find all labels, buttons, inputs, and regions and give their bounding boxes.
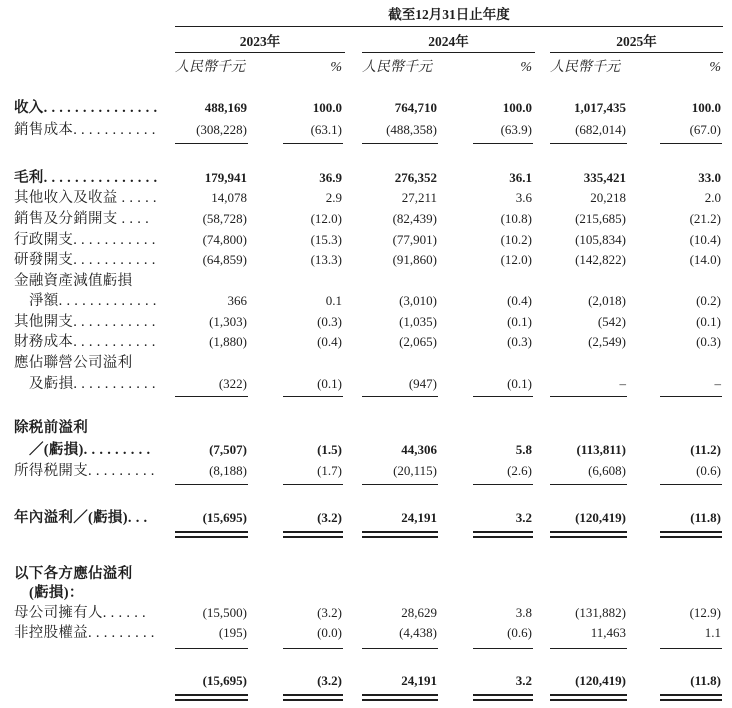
double-underline xyxy=(660,699,722,701)
column-underline xyxy=(175,484,248,485)
double-underline xyxy=(362,531,438,533)
amount-2025: – xyxy=(619,376,626,391)
percent-2025: 1.1 xyxy=(704,625,721,640)
amount-2025: (120,419) xyxy=(575,510,626,525)
double-underline xyxy=(550,531,627,533)
double-underline xyxy=(175,694,248,696)
percent-2023: (0.1) xyxy=(317,376,342,391)
percent-2024: (2.6) xyxy=(507,463,532,478)
amount-2024: 44,306 xyxy=(401,442,437,457)
amount-2023: (308,228) xyxy=(196,122,247,137)
percent-2025: (21.2) xyxy=(689,211,721,226)
percent-2023: (0.4) xyxy=(317,334,342,349)
amount-2025: (2,018) xyxy=(588,293,626,308)
rd-expenses-row xyxy=(0,250,732,270)
double-underline xyxy=(175,536,248,538)
percent-2023: (1.5) xyxy=(317,442,342,457)
percent-2023: (3.2) xyxy=(317,673,342,688)
amount-2023: 488,169 xyxy=(204,100,247,115)
percent-2024: (10.2) xyxy=(500,232,532,247)
percent-2024: 36.1 xyxy=(509,170,532,185)
double-underline xyxy=(660,694,722,696)
amount-2023: 14,078 xyxy=(211,190,247,205)
unit-label-2024: 人民幣千元 xyxy=(362,60,432,75)
column-underline xyxy=(362,648,438,649)
row-label: 以下各方應佔溢利 xyxy=(14,566,133,582)
percent-2023: (15.3) xyxy=(310,232,342,247)
double-underline xyxy=(660,536,722,538)
double-underline xyxy=(550,699,627,701)
double-underline xyxy=(362,699,438,701)
amount-2023: (1,303) xyxy=(209,314,247,329)
column-underline xyxy=(175,648,248,649)
percent-2025: (11.2) xyxy=(690,442,721,457)
row-label: 年內溢利／(虧損). . . xyxy=(14,510,148,526)
amount-2025: (682,014) xyxy=(575,122,626,137)
percent-2023: (12.0) xyxy=(310,211,342,226)
percent-2025: (0.1) xyxy=(696,314,721,329)
double-underline xyxy=(362,694,438,696)
pretax-label-row xyxy=(0,418,732,438)
column-underline xyxy=(362,143,438,144)
amount-2024: 28,629 xyxy=(401,605,437,620)
revenue-row xyxy=(0,98,732,118)
percent-2023: 2.9 xyxy=(325,190,342,205)
selling-distribution-row xyxy=(0,209,732,229)
amount-2024: 276,352 xyxy=(394,170,437,185)
column-underline xyxy=(473,484,533,485)
attributable-label-row xyxy=(0,564,732,584)
percent-2023: (13.3) xyxy=(310,252,342,267)
row-label: 其他收入及收益 . . . . . xyxy=(14,190,157,206)
column-underline xyxy=(660,143,722,144)
percent-2024: (0.3) xyxy=(507,334,532,349)
amount-2025: (131,882) xyxy=(575,605,626,620)
column-underline xyxy=(473,396,533,397)
year-header-2025: 2025年 xyxy=(616,34,657,49)
percent-2023: (3.2) xyxy=(317,510,342,525)
percent-2024: 3.2 xyxy=(515,510,532,525)
percent-2025: (0.6) xyxy=(696,463,721,478)
double-underline xyxy=(473,536,533,538)
percent-2023: (63.1) xyxy=(310,122,342,137)
percent-2025: (10.4) xyxy=(689,232,721,247)
amount-2025: 11,463 xyxy=(590,625,626,640)
percent-2023: (0.3) xyxy=(317,314,342,329)
percent-label-2025: % xyxy=(709,60,721,75)
percent-2024: (0.4) xyxy=(507,293,532,308)
column-underline xyxy=(550,648,627,649)
other-expenses-row xyxy=(0,312,732,332)
amount-2023: (15,695) xyxy=(202,510,247,525)
double-underline xyxy=(473,699,533,701)
amount-2025: (105,834) xyxy=(575,232,626,247)
double-underline xyxy=(283,694,343,696)
percent-2025: (0.3) xyxy=(696,334,721,349)
column-underline xyxy=(362,396,438,397)
amount-2023: (7,507) xyxy=(209,442,247,457)
percent-2025: 33.0 xyxy=(698,170,721,185)
percent-2024: 3.8 xyxy=(515,605,532,620)
double-underline xyxy=(550,536,627,538)
amount-2025: (6,608) xyxy=(588,463,626,478)
associates-label-row xyxy=(0,353,732,373)
amount-2023: (58,728) xyxy=(202,211,247,226)
non-controlling-row xyxy=(0,623,732,643)
row-label: 母公司擁有人. . . . . . xyxy=(14,605,146,621)
double-underline xyxy=(283,531,343,533)
row-label: 應佔聯營公司溢利 xyxy=(14,355,133,371)
amount-2025: 1,017,435 xyxy=(574,100,626,115)
amount-2025: (113,811) xyxy=(576,442,626,457)
amount-2024: (3,010) xyxy=(399,293,437,308)
amount-2025: (120,419) xyxy=(575,673,626,688)
finance-costs-row xyxy=(0,332,732,352)
percent-2025: 100.0 xyxy=(691,100,721,115)
double-underline xyxy=(660,531,722,533)
amount-2024: 24,191 xyxy=(401,510,437,525)
income-tax-row xyxy=(0,461,732,481)
column-underline xyxy=(660,396,722,397)
column-underline xyxy=(175,143,248,144)
row-label: 其他開支. . . . . . . . . . . xyxy=(14,314,156,330)
year-header-2024: 2024年 xyxy=(428,34,469,49)
column-underline xyxy=(362,484,438,485)
gross-profit-row xyxy=(0,168,732,188)
percent-2023: (1.7) xyxy=(317,463,342,478)
amount-2023: (15,695) xyxy=(202,673,247,688)
percent-2025: 2.0 xyxy=(704,190,721,205)
other-income-row xyxy=(0,188,732,208)
year-underline-2024 xyxy=(362,52,535,53)
associates-row xyxy=(0,374,732,394)
amount-2024: 27,211 xyxy=(401,190,437,205)
percent-2023: 100.0 xyxy=(312,100,342,115)
cost-of-sales-row xyxy=(0,120,732,140)
amount-2025: (215,685) xyxy=(575,211,626,226)
percent-2025: (11.8) xyxy=(690,510,721,525)
parent-owners-row xyxy=(0,603,732,623)
amount-2024: (20,115) xyxy=(393,463,437,478)
amount-2023: 179,941 xyxy=(204,170,247,185)
period-header: 截至12月31日止年度 xyxy=(388,7,510,22)
column-underline xyxy=(283,484,343,485)
column-underline xyxy=(550,396,627,397)
row-label: 財務成本. . . . . . . . . . . xyxy=(14,334,156,350)
period-underline xyxy=(175,26,723,27)
amount-2024: (91,860) xyxy=(392,252,437,267)
column-underline xyxy=(283,143,343,144)
double-underline xyxy=(175,699,248,701)
percent-2024: (63.9) xyxy=(500,122,532,137)
amount-2024: (4,438) xyxy=(399,625,437,640)
row-label: 除税前溢利 xyxy=(14,420,88,436)
percent-2023: 36.9 xyxy=(319,170,342,185)
row-label: 行政開支. . . . . . . . . . . xyxy=(14,232,156,248)
column-underline xyxy=(473,143,533,144)
amount-2024: 764,710 xyxy=(394,100,437,115)
row-label: ／(虧損). . . . . . . . . xyxy=(29,442,151,458)
percent-2024: (10.8) xyxy=(500,211,532,226)
row-label: 研發開支. . . . . . . . . . . xyxy=(14,252,156,268)
amount-2024: (77,901) xyxy=(392,232,437,247)
percent-2025: (0.2) xyxy=(696,293,721,308)
impairment-net-row xyxy=(0,291,732,311)
double-underline xyxy=(175,531,248,533)
percent-2024: 3.6 xyxy=(515,190,532,205)
row-label: 毛利. . . . . . . . . . . . . . . xyxy=(14,170,158,186)
amount-2023: (15,500) xyxy=(202,605,247,620)
amount-2025: (2,549) xyxy=(588,334,626,349)
row-label: 所得税開支. . . . . . . . . xyxy=(14,463,155,479)
row-label: 非控股權益. . . . . . . . . xyxy=(14,625,155,641)
percent-2024: (0.6) xyxy=(507,625,532,640)
amount-2023: (64,859) xyxy=(202,252,247,267)
row-label: 收入. . . . . . . . . . . . . . . xyxy=(14,100,158,116)
row-label: 及虧損. . . . . . . . . . . xyxy=(29,376,156,392)
amount-2025: 20,218 xyxy=(590,190,626,205)
row-label: 金融資產減值虧損 xyxy=(14,273,133,289)
percent-2024: 5.8 xyxy=(515,442,532,457)
double-underline xyxy=(362,536,438,538)
amount-2023: 366 xyxy=(227,293,247,308)
column-underline xyxy=(660,484,722,485)
column-underline xyxy=(473,648,533,649)
administrative-expenses-row xyxy=(0,230,732,250)
percent-label-2024: % xyxy=(520,60,532,75)
percent-2024: 3.2 xyxy=(515,673,532,688)
year-underline-2025 xyxy=(550,52,723,53)
row-label: 銷售成本. . . . . . . . . . . xyxy=(14,122,156,138)
amount-2025: (542) xyxy=(597,314,626,329)
percent-2025: (12.9) xyxy=(689,605,721,620)
amount-2024: 24,191 xyxy=(401,673,437,688)
column-underline xyxy=(550,484,627,485)
attributable-loss-label-row xyxy=(0,583,732,603)
double-underline xyxy=(550,694,627,696)
double-underline xyxy=(283,536,343,538)
amount-2023: (195) xyxy=(218,625,247,640)
double-underline xyxy=(283,699,343,701)
row-label: 銷售及分銷開支 . . . . xyxy=(14,211,149,227)
amount-2024: (488,358) xyxy=(386,122,437,137)
amount-2025: (142,822) xyxy=(575,252,626,267)
row-label: (虧損)： xyxy=(29,585,84,601)
column-underline xyxy=(550,143,627,144)
amount-2024: (82,439) xyxy=(392,211,437,226)
year-underline-2023 xyxy=(175,52,345,53)
total-row xyxy=(0,671,732,691)
percent-2023: (3.2) xyxy=(317,605,342,620)
percent-2024: 100.0 xyxy=(502,100,532,115)
percent-2025: (11.8) xyxy=(690,673,721,688)
amount-2023: (8,188) xyxy=(209,463,247,478)
row-label: 淨額. . . . . . . . . . . . . xyxy=(29,293,157,309)
percent-2023: 0.1 xyxy=(325,293,342,308)
amount-2025: 335,421 xyxy=(583,170,626,185)
column-underline xyxy=(283,648,343,649)
year-header-2023: 2023年 xyxy=(239,34,281,49)
impairment-label-row xyxy=(0,271,732,291)
percent-2024: (0.1) xyxy=(507,376,532,391)
unit-label-2023: 人民幣千元 xyxy=(175,60,245,75)
amount-2023: (322) xyxy=(218,376,247,391)
unit-label-2025: 人民幣千元 xyxy=(550,60,620,75)
pretax-row xyxy=(0,440,732,460)
percent-2025: (67.0) xyxy=(689,122,721,137)
percent-label-2023: % xyxy=(330,60,342,75)
amount-2023: (74,800) xyxy=(202,232,247,247)
amount-2024: (1,035) xyxy=(399,314,437,329)
profit-for-year-row xyxy=(0,508,732,528)
column-underline xyxy=(660,648,722,649)
amount-2024: (947) xyxy=(408,376,437,391)
percent-2025: (14.0) xyxy=(689,252,721,267)
double-underline xyxy=(473,531,533,533)
column-underline xyxy=(283,396,343,397)
percent-2025: – xyxy=(714,376,721,391)
percent-2024: (12.0) xyxy=(500,252,532,267)
double-underline xyxy=(473,694,533,696)
column-underline xyxy=(175,396,248,397)
amount-2024: (2,065) xyxy=(399,334,437,349)
percent-2023: (0.0) xyxy=(317,625,342,640)
amount-2023: (1,880) xyxy=(209,334,247,349)
percent-2024: (0.1) xyxy=(507,314,532,329)
